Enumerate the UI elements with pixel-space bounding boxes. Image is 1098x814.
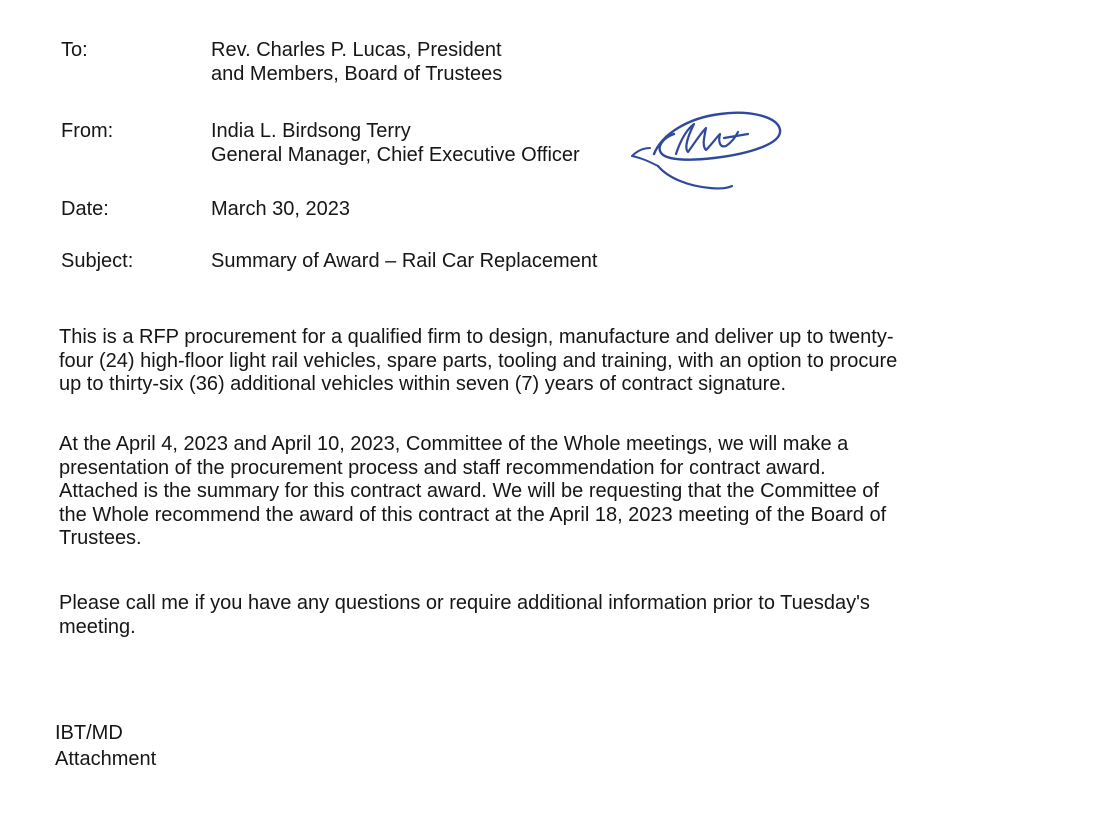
author-initials: IBT/MD (55, 722, 123, 744)
closing-block (55, 720, 156, 772)
to-recipient (211, 38, 502, 86)
paragraph-line: presentation of the procurement process and staff recommendation for contract award. (59, 456, 826, 479)
to-label: To: (61, 39, 88, 61)
paragraph-line: up to thirty-six (36) additional vehicles within seven (7) years of contract signature. (59, 373, 787, 395)
subject-label: Subject: (61, 250, 134, 272)
to-line: Rev. Charles P. Lucas, President (211, 39, 502, 61)
paragraph-line: four (24) high-floor light rail vehicles, spare parts, tooling and training, with an option to procure (59, 349, 898, 372)
from-line: India L. Birdsong Terry (211, 120, 411, 142)
body-paragraph-procurement (59, 326, 1039, 397)
from-line: General Manager, Chief Executive Officer (211, 144, 580, 166)
body-paragraph-contact (59, 592, 1039, 639)
from-label: From: (61, 120, 114, 142)
attachment-note: Attachment (55, 748, 157, 770)
date-value: March 30, 2023 (211, 198, 350, 220)
paragraph-line: Attached is the summary for this contract award. We will be requesting that the Committee of (59, 480, 879, 502)
date-label: Date: (61, 198, 109, 220)
paragraph-line: At the April 4, 2023 and April 10, 2023, Committee of the Whole meetings, we will make a (59, 433, 849, 455)
paragraph-line: meeting. (59, 615, 136, 638)
paragraph-line: the Whole recommend the award of this contract at the April 18, 2023 meeting of the Board of (59, 503, 887, 526)
paragraph-line: This is a RFP procurement for a qualified firm to design, manufacture and deliver up to twenty- (59, 326, 894, 348)
to-line: and Members, Board of Trustees (211, 63, 503, 85)
paragraph-line: Please call me if you have any questions or require additional information prior to Tuesday's (59, 592, 870, 614)
paragraph-line: Trustees. (59, 527, 142, 549)
from-sender (211, 119, 580, 167)
subject-value: Summary of Award – Rail Car Replacement (211, 250, 598, 272)
body-paragraph-meetings (59, 433, 1039, 551)
handwritten-signature-icon (628, 104, 788, 194)
